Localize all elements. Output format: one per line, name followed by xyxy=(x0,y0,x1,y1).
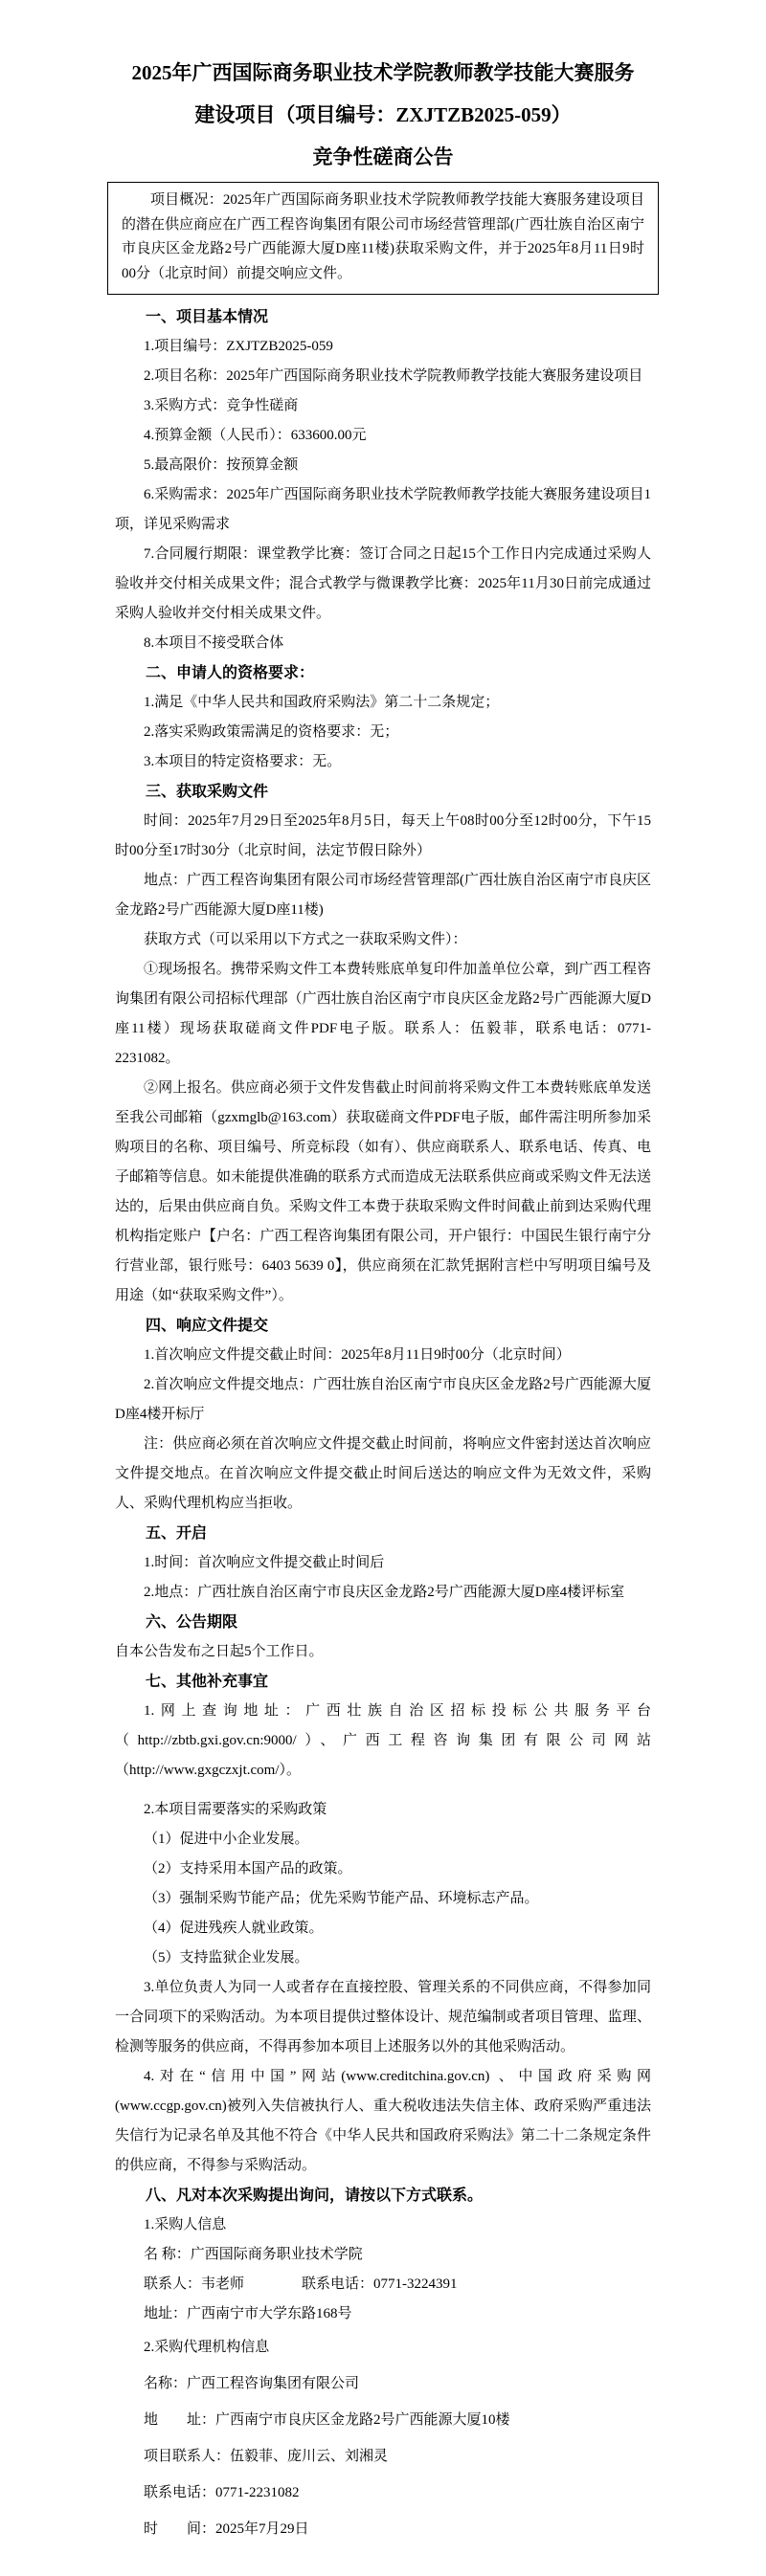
section-response-submission-heading: 四、响应文件提交 xyxy=(146,1318,269,1334)
policy-item-1: （1）促进中小企业发展。 xyxy=(144,1832,309,1847)
agency-project-contacts: 项目联系人：伍毅菲、庞川云、刘湘灵 xyxy=(144,2449,389,2464)
procurement-demand: 6.采购需求：2025年广西国际商务职业技术学院教师教学技能大赛服务建设项目1项，详见采购需求 xyxy=(115,487,651,532)
section-response-submission xyxy=(115,1311,651,1519)
project-name: 2.项目名称：2025年广西国际商务职业技术学院教师教学技能大赛服务建设项目 xyxy=(144,368,643,384)
buyer-contact-phone: 联系人：韦老师 联系电话：0771-3224391 xyxy=(144,2276,458,2292)
section-opening xyxy=(115,1519,651,1608)
obtain-time: 时间：2025年7月29日至2025年8月5日，每天上午08时00分至12时00分，下午15时00分至17时30分（北京时间，法定节假日除外） xyxy=(115,813,651,858)
max-price-limit: 5.最高限价：按预算金额 xyxy=(144,457,299,473)
agency-info-block xyxy=(115,2329,651,2547)
project-overview-text: 项目概况：2025年广西国际商务职业技术学院教师教学技能大赛服务建设项目的潜在供应商应在广西工程咨询集团有限公司市场经营管理部(广西壮族自治区南宁市良庆区金龙路2号广西能源大厦D座11楼)获取采购文件，并于2025年8月11日9时00分（北京时间）前提交响应文件。 xyxy=(122,192,644,281)
policy-item-3: （3）强制采购节能产品；优先采购节能产品、环境标志产品。 xyxy=(144,1891,539,1906)
qualification-item-3: 3.本项目的特定资格要求：无。 xyxy=(144,754,342,769)
online-query-address-line-2: （http://zbtb.gxi.gov.cn:9000/）、广西工程咨询集团有限公司网站 xyxy=(115,1733,651,1748)
title-line-1: 2025年广西国际商务职业技术学院教师教学技能大赛服务 xyxy=(131,61,635,84)
obtain-place: 地点：广西工程咨询集团有限公司市场经营管理部(广西壮族自治区南宁市良庆区金龙路2号广西能源大厦D座11楼) xyxy=(115,873,651,918)
policy-item-2: （2）支持采用本国产品的政策。 xyxy=(144,1861,352,1876)
policy-item-5: （5）支持监狱企业发展。 xyxy=(144,1950,309,1965)
submission-deadline: 1.首次响应文件提交截止时间：2025年8月11日9时00分（北京时间） xyxy=(144,1347,571,1363)
buyer-info-block xyxy=(115,2210,651,2329)
online-query-address-line-1: 1.网上查询地址：广西壮族自治区招标投标公共服务平台 xyxy=(144,1703,651,1719)
section-obtain-documents-heading: 三、获取采购文件 xyxy=(146,784,269,800)
budget-amount: 4.预算金额（人民币）：633600.00元 xyxy=(144,428,367,443)
document-title xyxy=(115,52,651,178)
agency-address: 地 址：广西南宁市良庆区金龙路2号广西能源大厦10楼 xyxy=(144,2412,510,2428)
policy-intro: 2.本项目需要落实的采购政策 xyxy=(144,1802,327,1817)
section-obtain-documents xyxy=(115,777,651,1311)
section-basic-info xyxy=(115,302,651,658)
section-announcement-period-heading: 六、公告期限 xyxy=(146,1614,238,1631)
credit-china-rule: 4.对在“信用中国”网站(www.creditchina.gov.cn) 、中国政府采购网(www.ccgp.gov.cn)被列入失信被执行人、重大税收违法失信主体、政府采购严重违法失信行为记录名单及其他不符合《中华人民共和国政府采购法》第二十二条规定条件的供应商，不得参与采购活动。 xyxy=(115,2069,651,2173)
announcement-date: 时 间：2025年7月29日 xyxy=(144,2521,309,2537)
title-line-2: 建设项目（项目编号：ZXJTZB2025-059） xyxy=(194,103,572,126)
same-principal-rule: 3.单位负责人为同一人或者存在直接控股、管理关系的不同供应商，不得参加同一合同项下的采购活动。为本项目提供过整体设计、规范编制或者项目管理、监理、检测等服务的供应商，不得再参加本项目上述服务以外的其他采购活动。 xyxy=(115,1980,651,2054)
submission-place: 2.首次响应文件提交地点：广西壮族自治区南宁市良庆区金龙路2号广西能源大厦D座4楼开标厅 xyxy=(115,1377,651,1422)
contract-performance-period: 7.合同履行期限：课堂教学比赛：签订合同之日起15个工作日内完成通过采购人验收并交付相关成果文件；混合式教学与微课教学比赛：2025年11月30日前完成通过采购人验收并交付相关成果文件。 xyxy=(115,546,651,621)
opening-time: 1.时间：首次响应文件提交截止时间后 xyxy=(144,1555,385,1570)
agency-info-label: 2.采购代理机构信息 xyxy=(144,2340,270,2355)
section-supplementary xyxy=(115,1667,651,2181)
section-contacts xyxy=(115,2181,651,2547)
section-announcement-period xyxy=(115,1608,651,1667)
qualification-item-2: 2.落实采购政策需满足的资格要求：无； xyxy=(144,724,399,740)
section-qualification-heading: 二、申请人的资格要求： xyxy=(146,665,315,681)
qualification-item-1: 1.满足《中华人民共和国政府采购法》第二十二条规定； xyxy=(144,695,500,710)
procurement-method: 3.采购方式：竞争性磋商 xyxy=(144,398,299,413)
submission-note: 注：供应商必须在首次响应文件提交截止时间前，将响应文件密封送达首次响应文件提交地点。在首次响应文件提交截止时间后送达的响应文件为无效文件，采购人、采购代理机构应当拒收。 xyxy=(115,1436,651,1511)
section-contacts-heading: 八、凡对本次采购提出询问，请按以下方式联系。 xyxy=(146,2187,484,2204)
policy-item-4: （4）促进残疾人就业政策。 xyxy=(144,1921,324,1936)
agency-name: 名称：广西工程咨询集团有限公司 xyxy=(144,2376,360,2391)
section-qualification xyxy=(115,658,651,777)
obtain-method-onsite: ①现场报名。携带采购文件工本费转账底单复印件加盖单位公章，到广西工程咨询集团有限公司招标代理部（广西壮族自治区南宁市良庆区金龙路2号广西能源大厦D座11楼）现场获取磋商文件PDF电子版。联系人：伍毅菲，联系电话：0771-2231082。 xyxy=(115,962,651,1066)
section-opening-heading: 五、开启 xyxy=(146,1525,208,1542)
announcement-period-text: 自本公告发布之日起5个工作日。 xyxy=(115,1644,324,1659)
title-line-3: 竞争性磋商公告 xyxy=(312,145,454,168)
buyer-name: 名 称：广西国际商务职业技术学院 xyxy=(144,2247,363,2262)
agency-phone: 联系电话：0771-2231082 xyxy=(144,2485,300,2500)
consortium-note: 8.本项目不接受联合体 xyxy=(144,635,284,651)
section-basic-info-heading: 一、项目基本情况 xyxy=(146,309,269,325)
project-number: 1.项目编号：ZXJTZB2025-059 xyxy=(144,339,333,354)
online-query-address-line-3: （http://www.gxgczxjt.com/）。 xyxy=(115,1763,302,1778)
buyer-info-label: 1.采购人信息 xyxy=(144,2217,227,2232)
obtain-method-online: ②网上报名。供应商必须于文件发售截止时间前将采购文件工本费转账底单发送至我公司邮箱（gzxmglb@163.com）获取磋商文件PDF电子版，邮件需注明所参加采购项目的名称、项目编号、所竞标段（如有）、供应商联系人、联系电话、传真、电子邮箱等信息。如未能提供准确的联系方式而造成无法联系供应商或采购文件无法送达的，后果由供应商自负。采购文件工本费于获取采购文件时间截止前到达采购代理机构指定账户【户名：广西工程咨询集团有限公司，开户银行：中国民生银行南宁分行营业部，银行账号：6403 5639 0】，供应商须在汇款凭据附言栏中写明项目编号及用途（如“获取采购文件”）。 xyxy=(115,1080,651,1303)
obtain-method-intro: 获取方式（可以采用以下方式之一获取采购文件）： xyxy=(144,932,467,947)
section-supplementary-heading: 七、其他补充事宜 xyxy=(146,1674,269,1690)
project-overview-box xyxy=(107,182,659,295)
opening-place: 2.地点：广西壮族自治区南宁市良庆区金龙路2号广西能源大厦D座4楼评标室 xyxy=(144,1585,625,1600)
buyer-address: 地址：广西南宁市大学东路168号 xyxy=(144,2306,352,2321)
